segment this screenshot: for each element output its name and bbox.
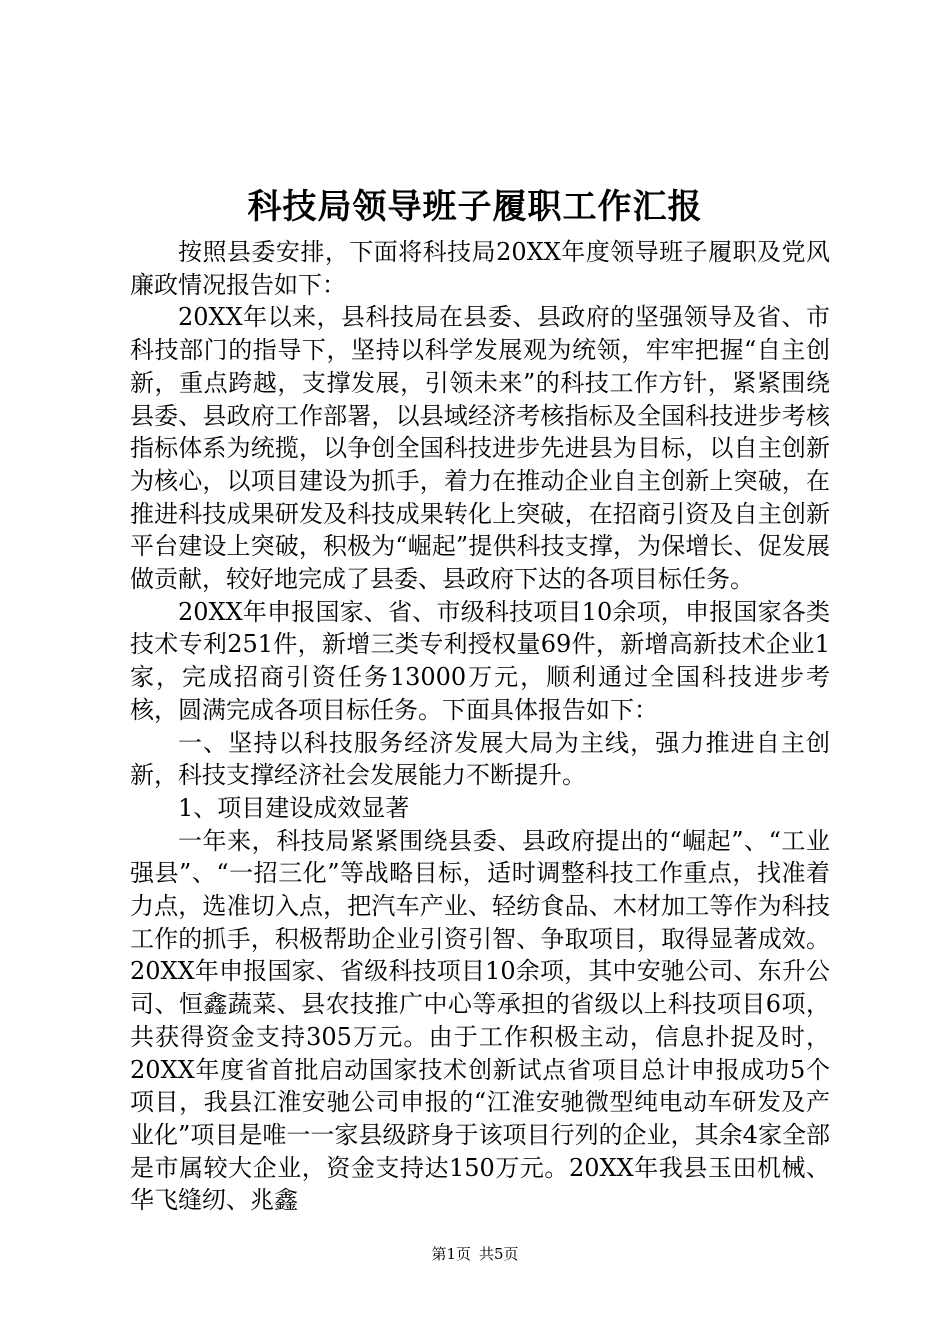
section-heading-1: 一、坚持以科技服务经济发展大局为主线，强力推进自主创新，科技支撑经济社会发展能力不断提升。	[130, 728, 830, 790]
paragraph-overview: 20XX年以来，县科技局在县委、县政府的坚强领导及省、市科技部门的指导下，坚持以科学发展观为统领，牢牢把握“自主创新，重点跨越，支撑发展，引领未来”的科技工作方针，紧紧围绕县委、县政府工作部署，以县域经济考核指标及全国科技进步考核指标体系为统揽，以争创全国科技进步先进县为目标，以自主创新为核心，以项目建设为抓手，着力在推动企业自主创新上突破，在推进科技成果研发及科技成果转化上突破，在招商引资及自主创新平台建设上突破，积极为“崛起”提供科技支撑，为保增长、促发展做贡献，较好地完成了县委、县政府下达的各项目标任务。	[130, 303, 830, 594]
page-number: 第1页	[431, 1245, 471, 1263]
document-title: 科技局领导班子履职工作汇报	[247, 187, 703, 227]
paragraph-intro: 按照县委安排，下面将科技局20XX年度领导班子履职及党风廉政情况报告如下：	[130, 238, 830, 299]
document-body	[130, 236, 830, 1217]
page-footer	[0, 1243, 950, 1265]
subsection-heading-1: 1、项目建设成效显著	[178, 793, 410, 822]
paragraph-summary: 20XX年申报国家、省、市级科技项目10余项，申报国家各类技术专利251件，新增三类专利授权量69件，新增高新技术企业1家，完成招商引资任务13000万元，顺利通过全国科技进步考核，圆满完成各项目标任务。下面具体报告如下：	[130, 597, 830, 724]
paragraph-projects: 一年来，科技局紧紧围绕县委、县政府提出的“崛起”、“工业强县”、“一招三化”等战略目标，适时调整科技工作重点，找准着力点，选准切入点，把汽车产业、轻纺食品、木材加工等作为科技工作的抓手，积极帮助企业引资引智、争取项目，取得显著成效。20XX年申报国家、省级科技项目10余项，其中安驰公司、东升公司、恒鑫蔬菜、县农技推广中心等承担的省级以上科技项目6项，共获得资金支持305万元。由于工作积极主动，信息扑捉及时，20XX年度省首批启动国家技术创新试点省项目总计申报成功5个项目，我县江淮安驰公司申报的“江淮安驰微型纯电动车研发及产业化”项目是唯一一家县级跻身于该项目行列的企业，其余4家全部是市属较大企业，资金支持达150万元。20XX年我县玉田机械、华飞缝纫、兆鑫	[130, 826, 830, 1215]
page-total: 共5页	[479, 1245, 519, 1263]
